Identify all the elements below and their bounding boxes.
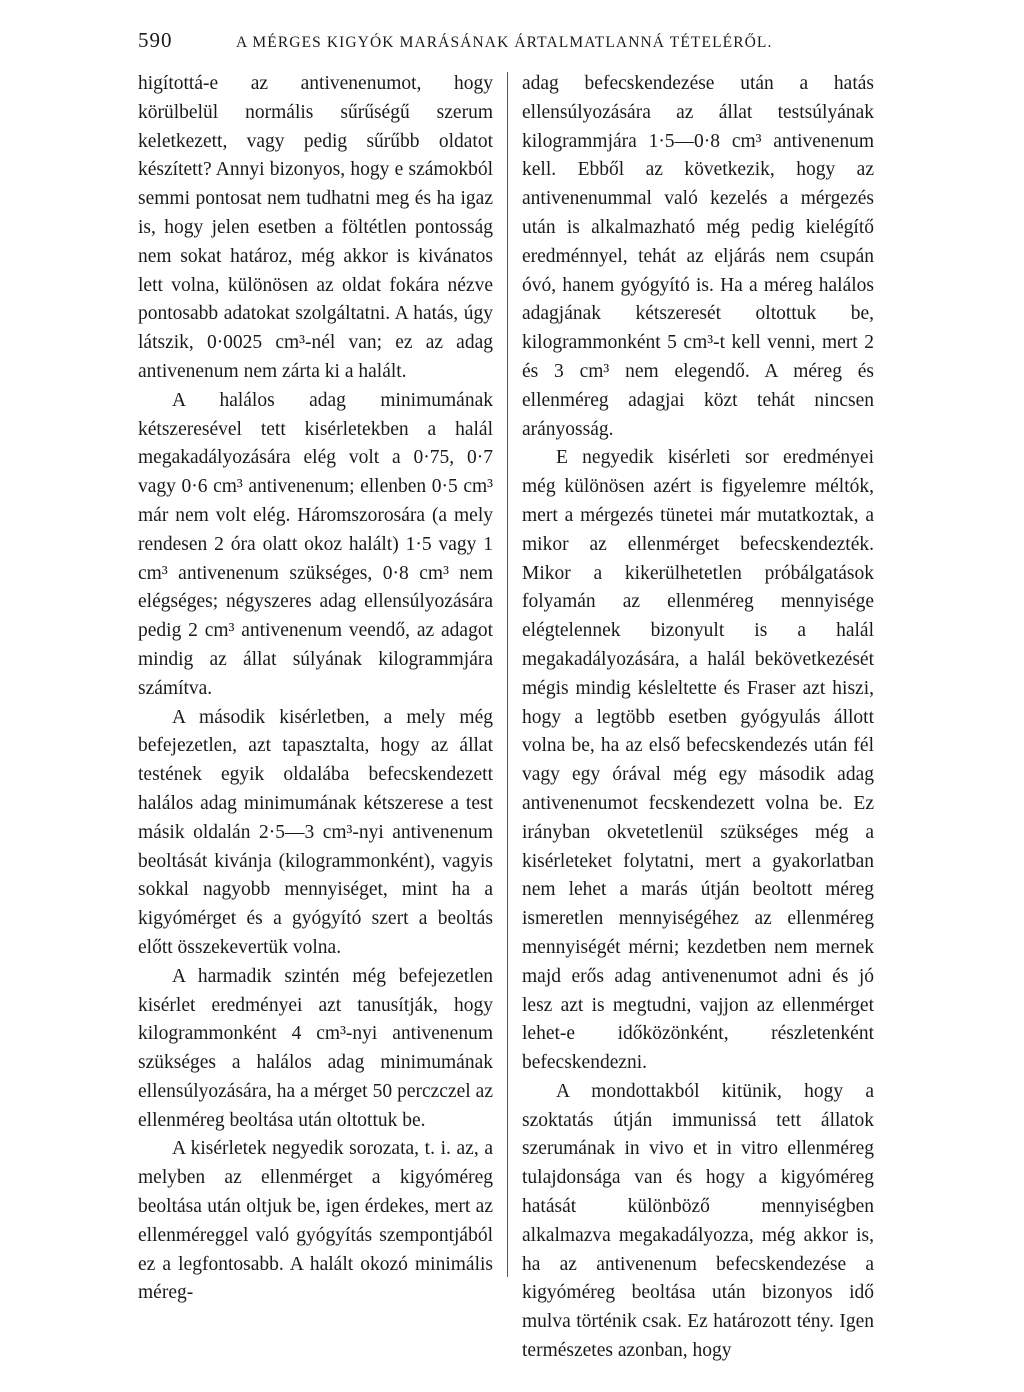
running-head: [138, 28, 878, 58]
paragraph: A harmadik szintén még befejezetlen kisérlet eredményei azt tanusítják, hogy kilogrammonként 4 cm³-nyi antivenenum szükséges a halálos adag minimumának ellensúlyozására, ha a mérget 50 perczczel az ellenméreg beoltása után oltottuk be.: [138, 965, 493, 1131]
paragraph: higítottá-e az antivenenumot, hogy körülbelül normális sűrűségű szerum keletkezett, vagy pedig sűrűbb oldatot készített? Annyi bizonyos, hogy e számokból semmi pontosat nem tudhatni meg és ha igaz is, hogy jelen esetben a föltétlen pontosság nem sokat határoz, még akkor is kivánatos lett volna, különösen az oldat fokára nézve pontosabb adatokat szolgáltatni. A hatás, úgy látszik, 0·0025 cm³-nél van; ez az adag antivenenum nem zárta ki a halált.: [138, 73, 493, 382]
paragraph: A mondottakból kitünik, hogy a szoktatás útján immunissá tett állatok szerumának in vivo et in vitro ellenméreg tulajdonsága van és hogy a kigyóméreg hatását különböző mennyiségben alkalmazva megakadályozza, még akkor is, ha az antivenenum befecskendezése a kigyóméreg beoltása után bizonyos idő mulva történik csak. Ez határozott tény. Igen természetes azonban, hogy: [522, 1080, 874, 1362]
paragraph: A második kisérletben, a mely még befejezetlen, azt tapasztalta, hogy az állat testének egyik oldalába befecskendezett halálos adag minimumának kétszerese a test másik oldalán 2·5—3 cm³-nyi antivenenum beoltását kivánja (kilogrammonként), vagyis sokkal nagyobb mennyiséget, mint ha a kigyómérget és a gyógyító szert a beoltás előtt összekevertük volna.: [138, 706, 493, 958]
column-divider: [507, 72, 508, 1277]
right-column: [522, 70, 874, 1366]
paragraph: adag befecskendezése után a hatás ellensúlyozására az állat testsúlyának kilogrammjára 1·5—0·8 cm³ antivenenum kell. Ebből az következik, hogy az antivenenummal való kezelés a mérgezés után is alkalmazható még pedig kielégítő eredménnyel, tehát az eljárás nem csupán óvó, hanem gyógyító is. Ha a méreg halálos adagjának kétszeresét oltottuk be, kilogrammonként 5 cm³-t kell venni, mert 2 és 3 cm³ nem elegendő. A méreg és ellenméreg adagjai közt tehát nincsen arányosság.: [522, 73, 874, 440]
left-column: [138, 70, 493, 1308]
paragraph: A kisérletek negyedik sorozata, t. i. az, a melyben az ellenmérget a kigyóméreg beoltása után oltjuk be, igen érdekes, mert az ellenméreggel való gyógyítás szempontjából ez a legfontosabb. A halált okozó minimális méreg-: [138, 1138, 493, 1304]
page-number: 590: [138, 28, 173, 52]
paragraph: A halálos adag minimumának kétszeresével tett kisérletekben a halál megakadályozására elég volt a 0·75, 0·7 vagy 0·6 cm³ antivenenum; ellenben 0·5 cm³ már nem volt elég. Háromszorosára (a mely rendesen 2 óra olatt okoz halált) 1·5 vagy 1 cm³ antivenenum szükséges, 0·8 cm³ nem elégséges; négyszeres adag ellensúlyozására pedig 2 cm³ antivenenum veendő, az adagot mindig az állat súlyának kilogrammjára számítva.: [138, 389, 493, 699]
running-title: A MÉRGES KIGYÓK MARÁSÁNAK ÁRTALMATLANNÁ TÉTELÉRŐL.: [236, 34, 773, 51]
paragraph: E negyedik kisérleti sor eredményei még különösen azért is figyelemre méltók, mert a mérgezés tünetei már mutatkoztak, a mikor az ellenmérget befecskendezték. Mikor a kikerülhetetlen próbálgatások folyamán az ellenméreg mennyisége elégtelennek bizonyult is a halál megakadályozására, a halál bekövetkezését mégis mindig késleltette és Fraser azt hiszi, hogy a legtöbb esetben gyógyulás állott volna be, ha az első befecskendezés után fél vagy egy órával még egy második adag antivenenumot fecskendezett volna be. Ez irányban okvetetlenül szükséges még a kisérleteket folytatni, mert a gyakorlatban nem lehet a marás útján beoltott méreg ismeretlen mennyiségéhez az ellenméreg mennyiségét mérni; kezdetben nem mernek majd erős adag antivenenumot adni és jó lesz azt is megtudni, vajjon az ellenmérget lehet-e időközönként, részletenként befecskendezni.: [522, 447, 874, 1074]
